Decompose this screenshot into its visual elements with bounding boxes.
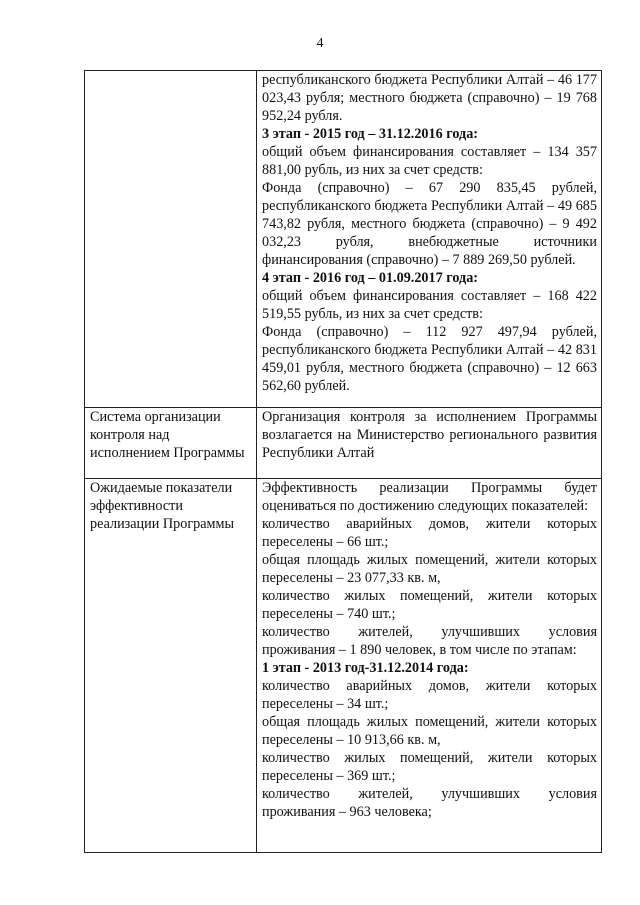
row-content	[257, 71, 602, 408]
row-content	[257, 408, 602, 479]
table-row	[85, 479, 602, 853]
stage-heading: 4 этап - 2016 год – 01.09.2017 года:	[262, 270, 479, 286]
page-number: 4	[316, 36, 324, 51]
paragraph: количество жителей, улучшивших условия проживания – 963 человека;	[262, 786, 597, 820]
paragraph: количество аварийных домов, жители которых переселены – 34 шт.;	[262, 678, 597, 712]
stage-heading: 3 этап - 2015 год – 31.12.2016 года:	[262, 126, 479, 142]
row-label: Система организации контроля над исполнением Программы	[85, 408, 257, 479]
row-label	[85, 71, 257, 408]
paragraph: Организация контроля за исполнением Программы возлагается на Министерство регионального развития Республики Алтай	[262, 409, 597, 461]
table-row	[85, 408, 602, 479]
paragraph: общий объем финансирования составляет – 168 422 519,55 рубль, из них за счет средств:	[262, 288, 597, 322]
paragraph: общая площадь жилых помещений, жители которых переселены – 10 913,66 кв. м,	[262, 714, 597, 748]
paragraph: количество жилых помещений, жители которых переселены – 369 шт.;	[262, 750, 597, 784]
program-passport-table	[84, 70, 602, 853]
paragraph: количество аварийных домов, жители которых переселены – 66 шт.;	[262, 516, 597, 550]
paragraph: количество жителей, улучшивших условия проживания – 1 890 человек, в том числе по этапам:	[262, 624, 597, 658]
table-row	[85, 71, 602, 408]
row-content	[257, 479, 602, 853]
paragraph: Эффективность реализации Программы будет оцениваться по достижению следующих показателей:	[262, 480, 597, 514]
paragraph: Фонда (справочно) – 112 927 497,94 рублей, республиканского бюджета Республики Алтай – 42 831 459,01 рубля, местного бюджета (справочно) – 12 663 562,60 рублей.	[262, 324, 597, 394]
paragraph: общий объем финансирования составляет – 134 357 881,00 рубль, из них за счет средств:	[262, 144, 597, 178]
paragraph: количество жилых помещений, жители которых переселены – 740 шт.;	[262, 588, 597, 622]
paragraph: Фонда (справочно) – 67 290 835,45 рублей, республиканского бюджета Республики Алтай – 49 685 743,82 рубля, местного бюджета (справочно) – 9 492 032,23 рубля, внебюджетные источники финансирования (справочно) – 7 889 269,50 рублей.	[262, 180, 597, 268]
row-label: Ожидаемые показатели эффективности реализации Программы	[85, 479, 257, 853]
paragraph: общая площадь жилых помещений, жители которых переселены – 23 077,33 кв. м,	[262, 552, 597, 586]
paragraph: республиканского бюджета Республики Алтай – 46 177 023,43 рубля; местного бюджета (справочно) – 19 768 952,24 рубля.	[262, 72, 597, 124]
stage-heading: 1 этап - 2013 год-31.12.2014 года:	[262, 660, 469, 676]
